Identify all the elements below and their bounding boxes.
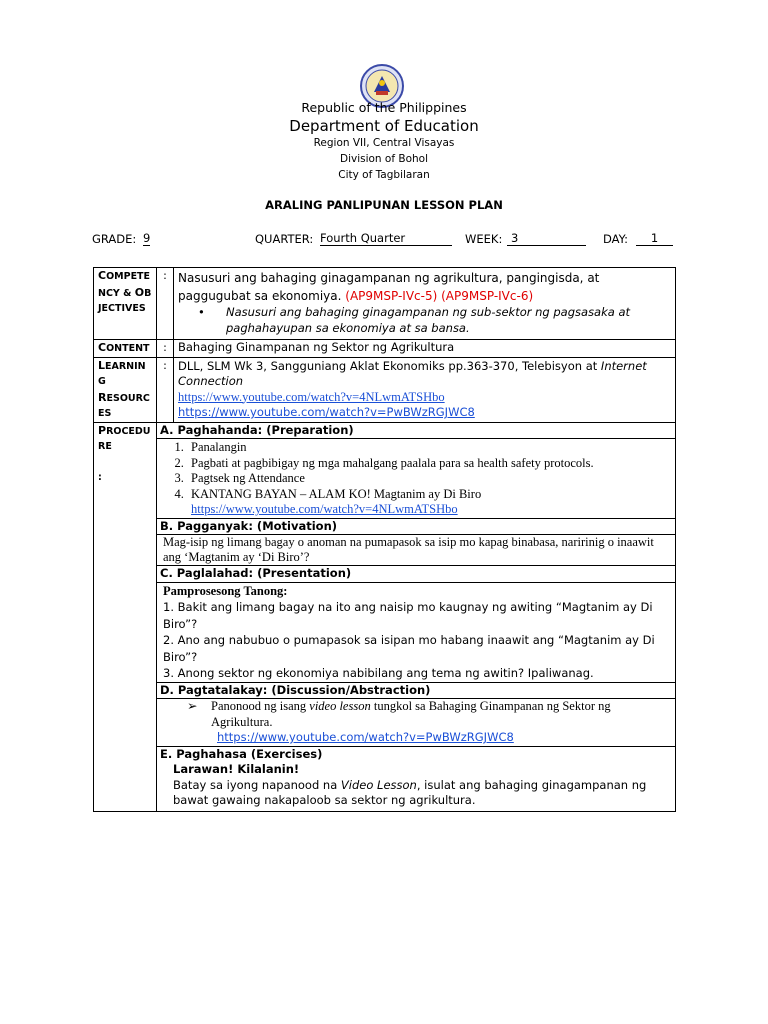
region-line: Region VII, Central Visayas bbox=[313, 137, 455, 149]
discussion-arrow-item: ➢ Panonood ng isang video lesson tungkol sa Bahaging Ginampanan ng Sektor ng Agrikultura. bbox=[187, 699, 611, 729]
resource-link-2[interactable]: https://www.youtube.com/watch?v=PwBWzRGJWC8 bbox=[178, 405, 475, 419]
motivation-title: B. Pagganyak: (Motivation) bbox=[157, 518, 676, 535]
competency-content bbox=[174, 268, 676, 340]
list-item: 2. Pagbati at pagbibigay ng mga mahalgang paalala para sa health safety protocols. bbox=[187, 456, 671, 472]
preparation-list bbox=[161, 440, 671, 502]
preparation-content bbox=[157, 439, 676, 519]
quarter-value: Fourth Quarter bbox=[320, 232, 452, 246]
procedure-e-row bbox=[94, 746, 676, 811]
question-1: 1. Bakit ang limang bagay na ito ang naisip mo kaugnay ng awiting “Magtanim ay Di Biro”? bbox=[163, 600, 653, 631]
content-label: CONTENT bbox=[94, 340, 157, 358]
content-row bbox=[94, 340, 676, 358]
list-item: 4. KANTANG BAYAN – ALAM KO! Magtanim ay Di Biro bbox=[187, 487, 671, 503]
bullet-icon: • bbox=[198, 305, 205, 319]
discussion-title: D. Pagtatalakay: (Discussion/Abstraction) bbox=[157, 682, 676, 699]
division-line: Division of Bohol bbox=[339, 153, 429, 165]
competency-label: COMPETENCY & OBJECTIVES bbox=[94, 268, 157, 340]
list-item: 1. Panalangin bbox=[187, 440, 671, 456]
resources-italic-text: Internet Connection bbox=[178, 358, 647, 388]
resource-link-1[interactable]: https://www.youtube.com/watch?v=4NLwmATSHbo bbox=[178, 389, 445, 404]
week-value: 3 bbox=[507, 232, 586, 246]
content-colon: : bbox=[157, 340, 174, 358]
objective-text: Nasusuri ang bahaging ginagampanan ng sub-sektor ng pagsasaka at paghahayupan sa ekonomiya at sa bansa. bbox=[226, 305, 631, 335]
presentation-content bbox=[157, 582, 676, 682]
grade-value: 9 bbox=[143, 231, 151, 245]
exercises-title: E. Paghahasa (Exercises) bbox=[160, 746, 323, 761]
objective-bullet-item bbox=[178, 305, 671, 336]
motivation-text: Mag-isip ng limang bagay o anoman na pumapasok sa isip mo kapag binabasa, naririnig o inaawit ang ‘Magtanim ay ‘Di Biro’? bbox=[157, 535, 676, 566]
question-2: 2. Ano ang nabubuo o pumapasok sa isipan mo habang inaawit ang “Magtanim ay Di Biro”? bbox=[163, 633, 655, 664]
question-3: 3. Anong sektor ng ekonomiya nabibilang ang tema ng awitin? Ipaliwanag. bbox=[163, 666, 594, 680]
discussion-content bbox=[157, 699, 676, 747]
procedure-c-title-row bbox=[94, 566, 676, 583]
department-heading: Department of Education bbox=[289, 117, 479, 135]
resources-content bbox=[174, 357, 676, 422]
content-text: Bahaging Ginampanan ng Sektor ng Agrikultura bbox=[174, 340, 676, 358]
lesson-plan-table bbox=[93, 267, 676, 812]
procedure-d-title-row bbox=[94, 682, 676, 699]
resources-row bbox=[94, 357, 676, 422]
processing-questions-title: Pamprosesong Tanong: bbox=[163, 583, 288, 598]
resources-text: DLL, SLM Wk 3, Sangguniang Aklat Ekonomiks pp.363-370, Telebisyon at bbox=[178, 358, 598, 373]
competency-row bbox=[94, 268, 676, 340]
procedure-c-content-row bbox=[94, 582, 676, 682]
competency-text: Nasusuri ang bahaging ginagampanan ng agrikultura, pangingisda, at paggugubat sa ekonomiya. bbox=[178, 271, 600, 303]
arrow-bullet-icon: ➢ bbox=[187, 699, 198, 713]
list-item: 3. Pagtsek ng Attendance bbox=[187, 471, 671, 487]
procedure-a-title-row bbox=[94, 422, 676, 439]
day-label: DAY: bbox=[603, 232, 628, 246]
competency-colon: : bbox=[157, 268, 174, 340]
exercises-text: Batay sa iyong napanood na Video Lesson, isulat ang bahaging ginagampanan ng bawat gawaing nakapaloob sa sektor ng agrikultura. bbox=[173, 777, 647, 807]
procedure-d-content-row bbox=[94, 699, 676, 747]
procedure-b-title-row bbox=[94, 518, 676, 535]
city-line: City of Tagbilaran bbox=[338, 169, 430, 181]
competency-codes: (AP9MSP-IVc-5) (AP9MSP-IVc-6) bbox=[345, 289, 534, 303]
resources-label: LEARNIN G RESOURC ES bbox=[94, 357, 157, 422]
preparation-title: A. Paghahanda: (Preparation) bbox=[157, 422, 676, 439]
lesson-plan-title: ARALING PANLIPUNAN LESSON PLAN bbox=[265, 198, 503, 212]
procedure-b-content-row bbox=[94, 535, 676, 566]
week-label: WEEK: bbox=[465, 232, 503, 246]
exercises-subtitle: Larawan! Kilalanin! bbox=[173, 762, 300, 776]
song-link[interactable]: https://www.youtube.com/watch?v=4NLwmATSHbo bbox=[191, 502, 458, 516]
procedure-a-content-row bbox=[94, 439, 676, 519]
procedure-label: PROCEDURE : bbox=[94, 422, 157, 811]
exercises-content bbox=[157, 746, 676, 811]
day-value: 1 bbox=[636, 232, 673, 246]
video-lesson-link[interactable]: https://www.youtube.com/watch?v=PwBWzRGJWC8 bbox=[217, 730, 514, 744]
presentation-title: C. Paglalahad: (Presentation) bbox=[157, 566, 676, 583]
grade-label: GRADE: bbox=[92, 232, 137, 246]
quarter-label: QUARTER: bbox=[255, 232, 314, 246]
republic-heading: Republic of the Philippines bbox=[301, 100, 467, 115]
resources-colon: : bbox=[157, 357, 174, 422]
